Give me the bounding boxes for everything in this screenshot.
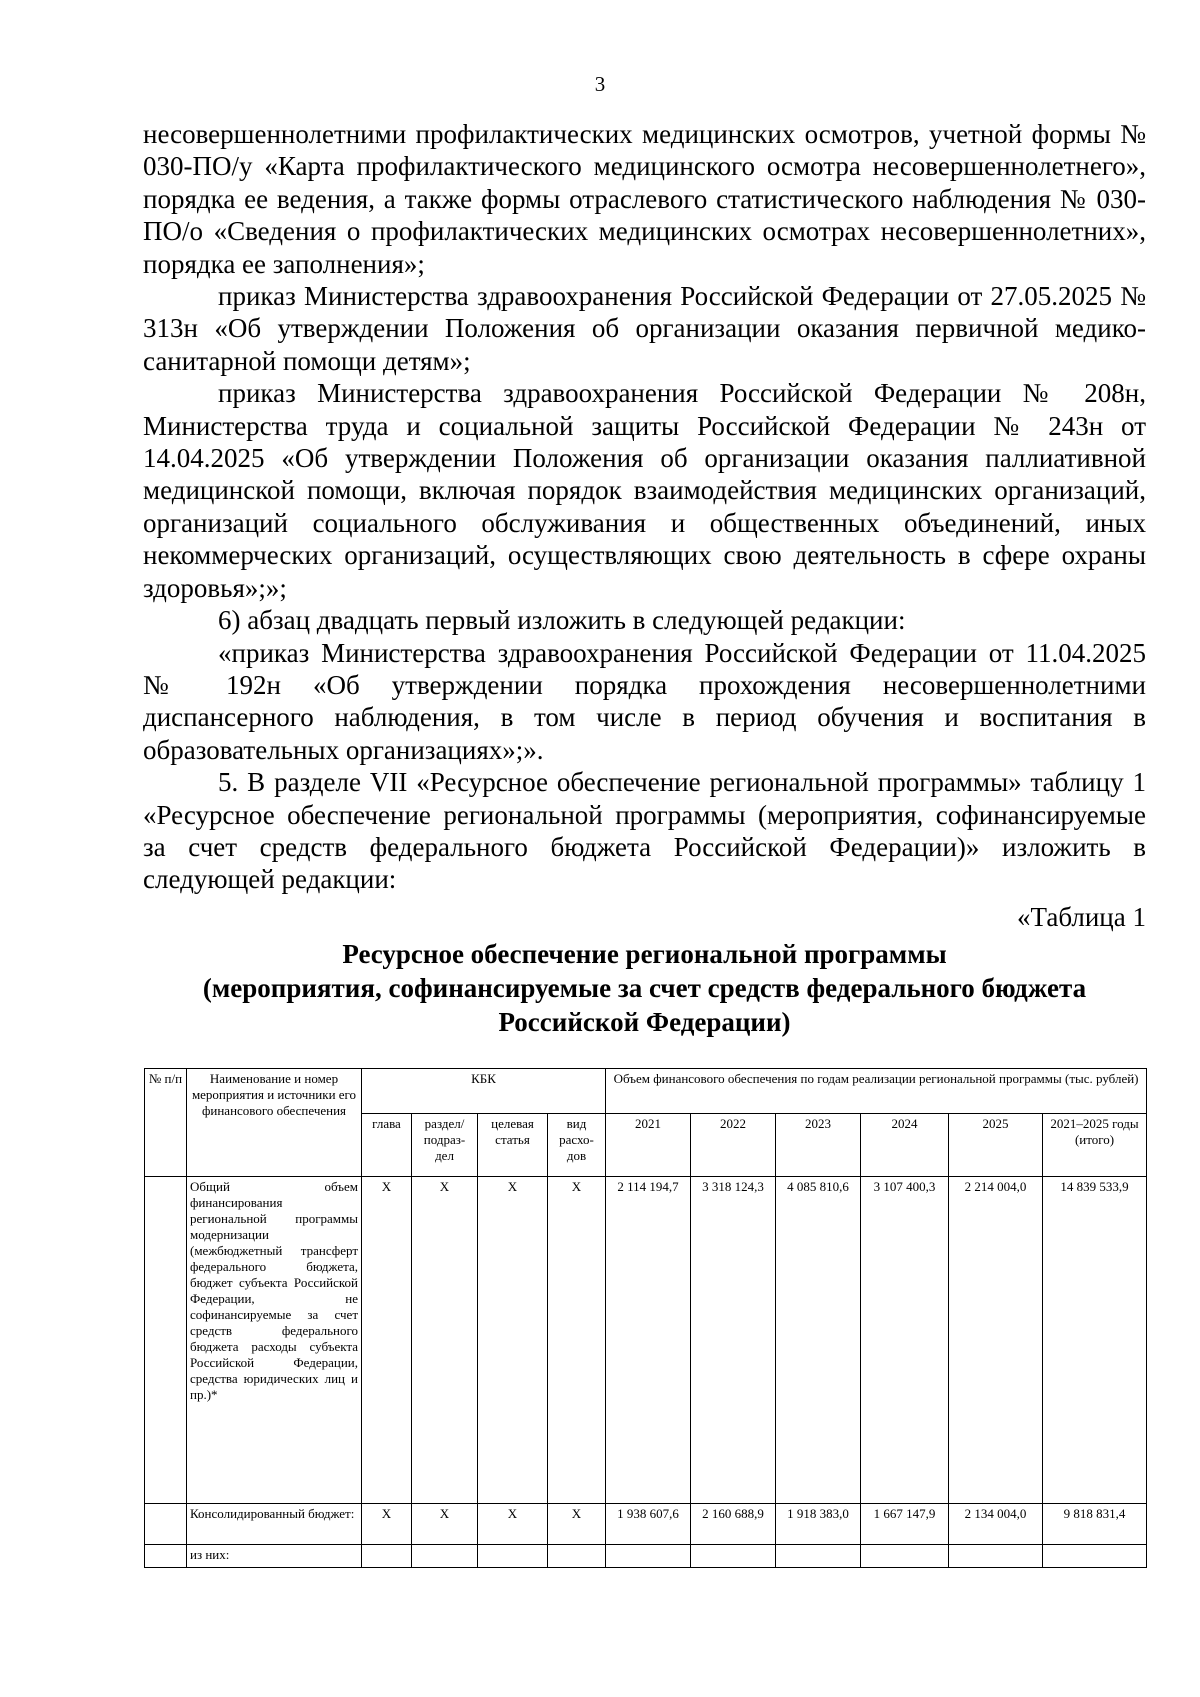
cell-kbk (412, 1545, 478, 1568)
cell-kbk: Х (362, 1177, 412, 1504)
cell-value: 2 160 688,9 (691, 1504, 776, 1545)
cell-kbk (548, 1545, 606, 1568)
cell-value (776, 1545, 861, 1568)
cell-value (1043, 1545, 1147, 1568)
paragraph: 6) абзац двадцать первый изложить в следующей редакции: (218, 605, 906, 636)
table-row (145, 1545, 1147, 1568)
header-row (145, 1069, 1147, 1114)
header-kbk-col: вид расхо-дов (548, 1114, 606, 1177)
table-row (145, 1504, 1147, 1545)
cell-value: 4 085 810,6 (776, 1177, 861, 1504)
cell-value: 9 818 831,4 (1043, 1504, 1147, 1545)
cell-value: 3 107 400,3 (861, 1177, 949, 1504)
resource-table (144, 1068, 1147, 1568)
paragraph: приказ Министерства здравоохранения Российской Федерации от 27.05.2025 № 313н «Об утверждении Положения об организации оказания первичной медико-санитарной помощи детям»; (143, 281, 1146, 376)
cell-kbk: Х (412, 1504, 478, 1545)
cell-value: 14 839 533,9 (1043, 1177, 1147, 1504)
page-number: 3 (594, 72, 606, 96)
cell-kbk (478, 1545, 548, 1568)
table-title (143, 937, 1146, 1039)
cell-kbk (362, 1545, 412, 1568)
resource-table-wrap (144, 1068, 1146, 1568)
cell-name: Консолидированный бюджет: (187, 1504, 362, 1545)
header-kbk-col: глава (362, 1114, 412, 1177)
cell-value: 3 318 124,3 (691, 1177, 776, 1504)
header-kbk-col: целевая статья (478, 1114, 548, 1177)
paragraph: приказ Министерства здравоохранения Российской Федерации № 208н, Министерства труда и социальной защиты Российской Федерации № 243н от 14.04.2025 «Об утверждении Положения об организации оказания паллиативной медицинской помощи, включая порядок взаимодействия медицинских организаций, организаций социального обслуживания и общественных объединений, иных некоммерческих организаций, осуществляющих свою деятельность в сфере охраны здоровья»;»; (143, 378, 1146, 603)
cell-name: Общий объем финансирования региональной программы модернизации (межбюджетный трансферт федерального бюджета, бюджет субъекта Российской Федерации, не софинансируемые за счет средств федерального бюджета расходы субъекта Российской Федерации, средства юридических лиц и пр.)* (187, 1177, 362, 1504)
cell-value: 2 134 004,0 (949, 1504, 1043, 1545)
header-name: Наименование и номер мероприятия и источники его финансового обеспечения (187, 1069, 362, 1177)
paragraph: 5. В разделе VII «Ресурсное обеспечение региональной программы» таблицу 1 «Ресурсное обеспечение региональной программы (мероприятия, софинансируемые за счет средств федерального бюджета Российской Федерации)» изложить в следующей редакции: (143, 767, 1146, 895)
cell-num (145, 1177, 187, 1504)
cell-value (949, 1545, 1043, 1568)
header-year: 2022 (691, 1114, 776, 1177)
header-year: 2023 (776, 1114, 861, 1177)
cell-value: 1 667 147,9 (861, 1504, 949, 1545)
cell-value (861, 1545, 949, 1568)
header-year: 2021–2025 годы (итого) (1043, 1114, 1147, 1177)
cell-value: 1 918 383,0 (776, 1504, 861, 1545)
document-body (143, 118, 1146, 1039)
table-title-line: Российской Федерации) (498, 1007, 791, 1038)
header-kbk: КБК (362, 1069, 606, 1114)
header-volume: Объем финансового обеспечения по годам реализации региональной программы (тыс. рублей) (606, 1069, 1147, 1114)
cell-value: 2 114 194,7 (606, 1177, 691, 1504)
cell-value (691, 1545, 776, 1568)
header-year: 2021 (606, 1114, 691, 1177)
paragraph: «приказ Министерства здравоохранения Российской Федерации от 11.04.2025 № 192н «Об утверждении порядка прохождения несовершеннолетними диспансерного наблюдения, в том числе в период обучения и воспитания в образовательных организациях»;». (143, 637, 1146, 765)
cell-value (606, 1545, 691, 1568)
table-row (145, 1177, 1147, 1504)
cell-kbk: Х (548, 1504, 606, 1545)
table-title-line: (мероприятия, софинансируемые за счет средств федерального бюджета (202, 973, 1087, 1004)
header-year: 2024 (861, 1114, 949, 1177)
table-title-line: Ресурсное обеспечение региональной программы (342, 939, 947, 970)
cell-name: из них: (187, 1545, 362, 1568)
cell-value: 1 938 607,6 (606, 1504, 691, 1545)
cell-kbk: Х (478, 1504, 548, 1545)
cell-kbk: Х (478, 1177, 548, 1504)
header-year: 2025 (949, 1114, 1043, 1177)
cell-kbk: Х (548, 1177, 606, 1504)
paragraph: несовершеннолетними профилактических медицинских осмотров, учетной формы № 030-ПО/у «Карта профилактического медицинского осмотра несовершеннолетнего», порядка ее ведения, а также формы отраслевого статистического наблюдения № 030-ПО/о «Сведения о профилактических медицинских осмотрах несовершеннолетних», порядка ее заполнения»; (143, 119, 1146, 279)
cell-kbk: Х (362, 1504, 412, 1545)
header-num: № п/п (145, 1069, 187, 1177)
cell-kbk: Х (412, 1177, 478, 1504)
header-kbk-col: раздел/ подраз-дел (412, 1114, 478, 1177)
cell-value: 2 214 004,0 (949, 1177, 1043, 1504)
cell-num (145, 1504, 187, 1545)
cell-num (145, 1545, 187, 1568)
table-label: «Таблица 1 (1017, 901, 1146, 932)
